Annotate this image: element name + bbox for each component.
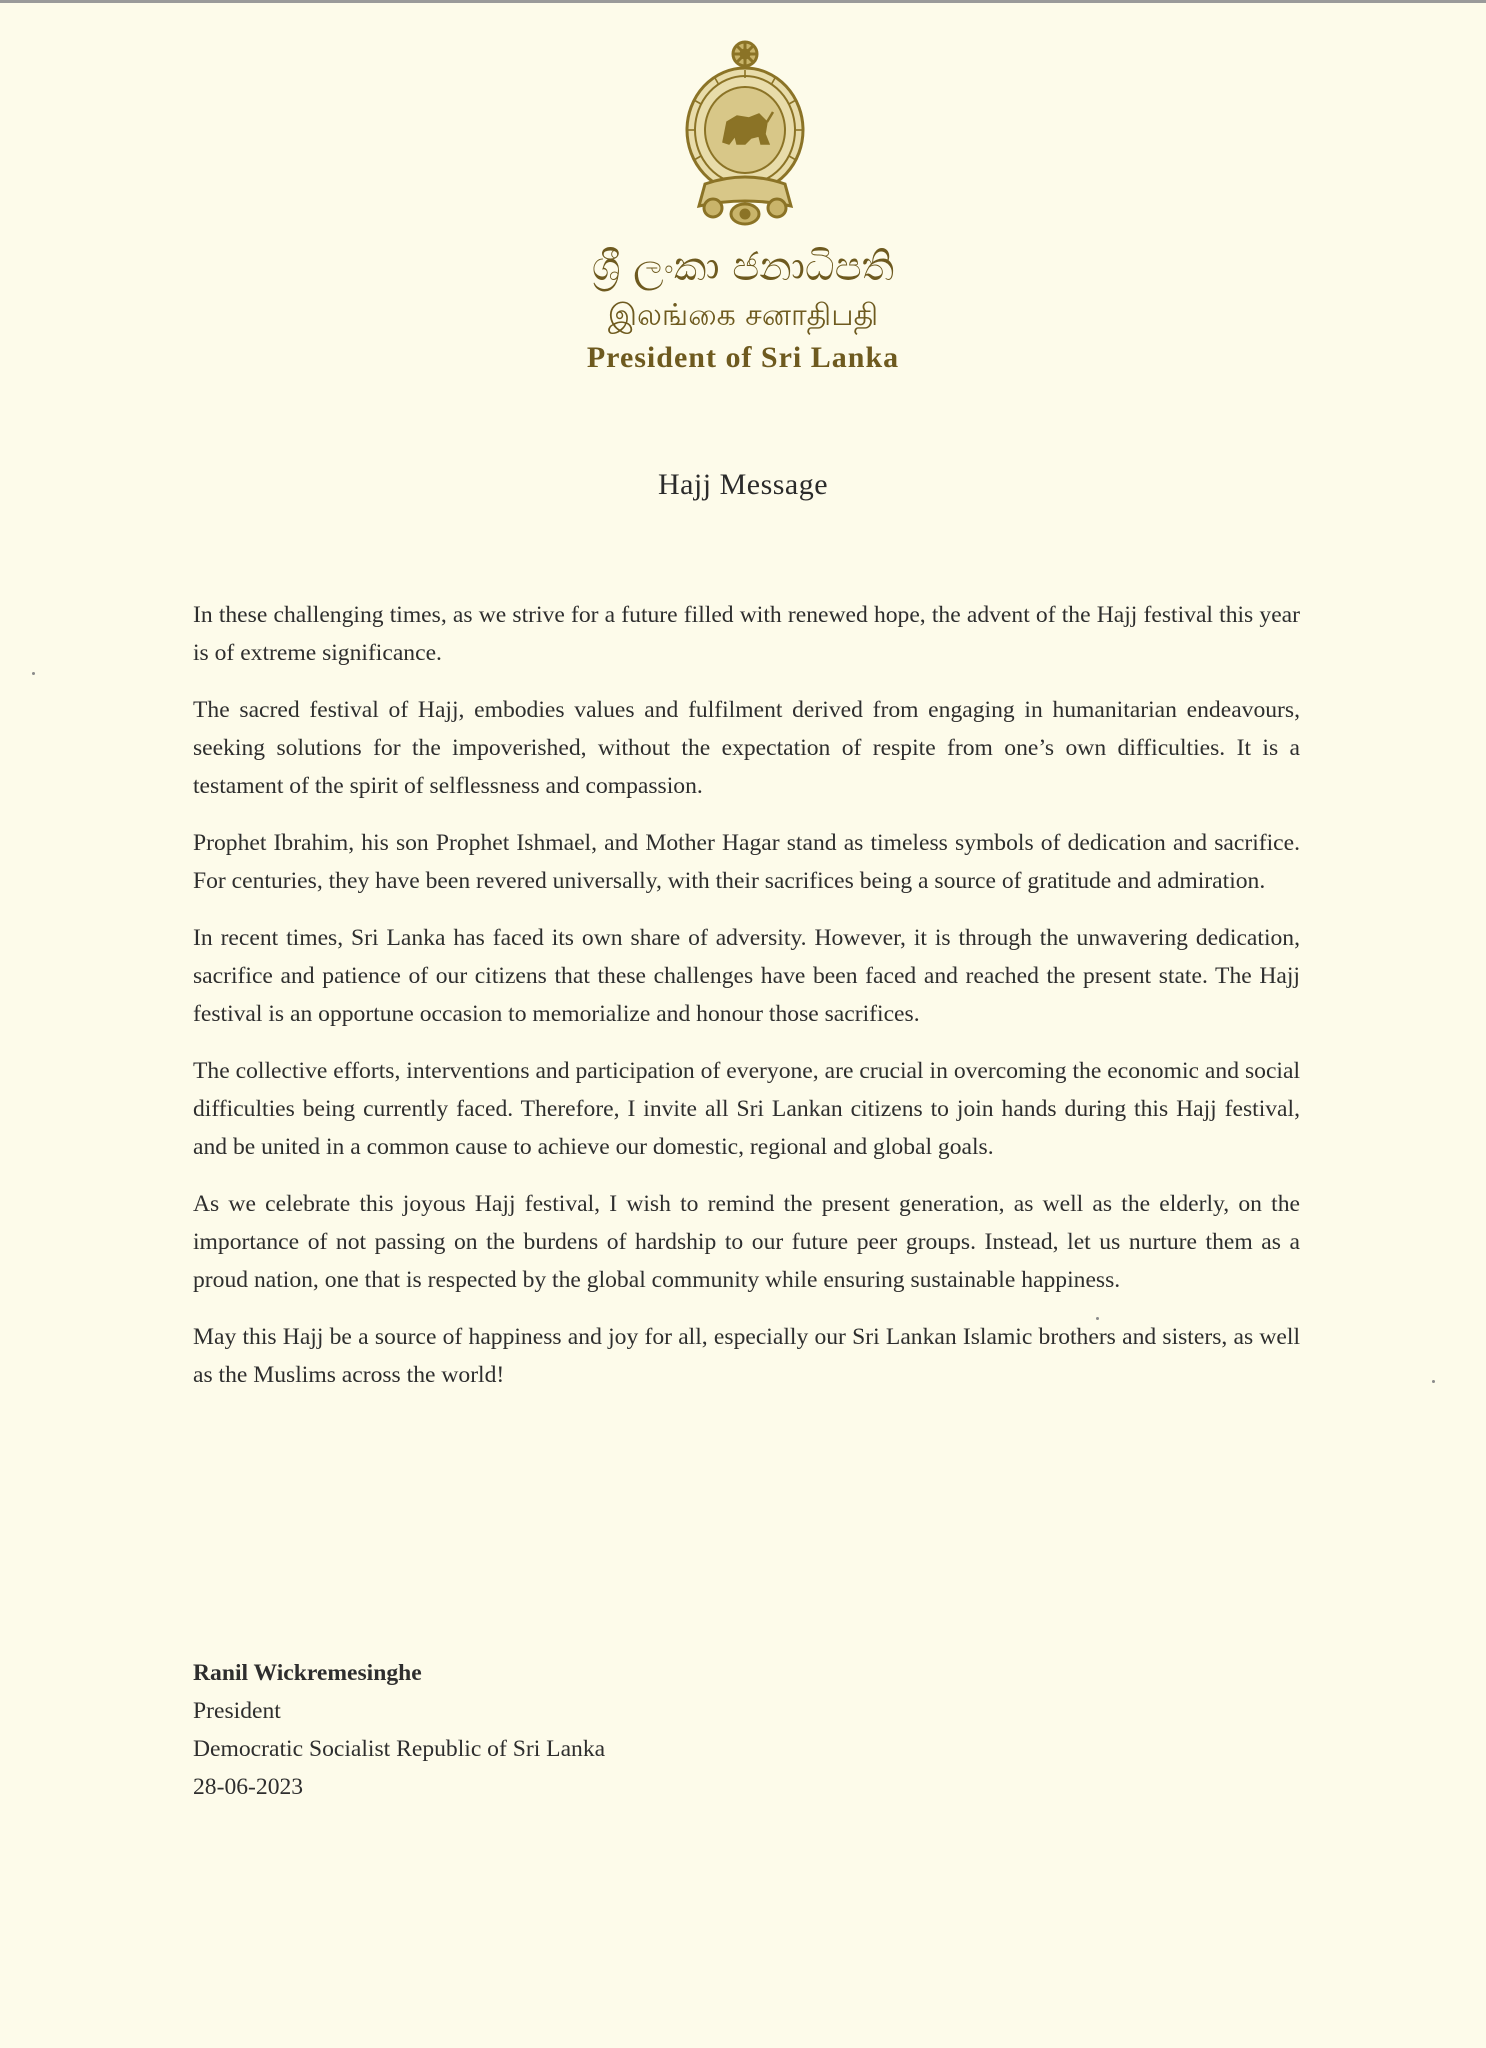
paragraph-4: In recent times, Sri Lanka has faced its own share of adversity. However, it is through the unwavering dedication, sacrifice and patience of our citizens that these challenges have been faced and reached the present state. The Hajj festival is an opportune occasion to memorialize and honour those sacrifices. — [193, 925, 1300, 1027]
scan-speck — [1432, 1380, 1435, 1383]
paragraph-7: May this Hajj be a source of happiness and joy for all, especially our Sri Lankan Islamic brothers and sisters, as well as the Muslims across the world! — [193, 1324, 1300, 1388]
signatory-role: President — [193, 1698, 281, 1724]
letterhead-tamil: இலங்கை சனாதிபதி — [607, 298, 879, 333]
paragraph-1: In these challenging times, as we strive for a future filled with renewed hope, the advent of the Hajj festival this year is of extreme significance. — [193, 602, 1300, 666]
scan-speck — [32, 672, 35, 675]
message-date: 28-06-2023 — [193, 1774, 304, 1800]
message-body — [193, 596, 1300, 1413]
sri-lanka-national-emblem-icon — [675, 38, 815, 228]
paragraph-2: The sacred festival of Hajj, embodies values and fulfilment derived from engaging in humanitarian endeavours, seeking solutions for the impoverished, without the expectation of respite from one’s own difficulties. It is a testament of the spirit of selflessness and compassion. — [193, 697, 1300, 799]
letterhead-english: President of Sri Lanka — [586, 341, 900, 374]
signatory-country: Democratic Socialist Republic of Sri Lanka — [193, 1736, 606, 1762]
paragraph-6: As we celebrate this joyous Hajj festival, I wish to remind the present generation, as well as the elderly, on the importance of not passing on the burdens of hardship to our future peer groups. Instead, let us nurture them as a proud nation, one that is respected by the global community while ensuring sustainable happiness. — [193, 1191, 1300, 1293]
page-top-edge — [0, 0, 1486, 3]
paragraph-5: The collective efforts, interventions and participation of everyone, are crucial in overcoming the economic and social difficulties being currently faced. Therefore, I invite all Sri Lankan citizens to join hands during this Hajj festival, and be united in a common cause to achieve our domestic, regional and global goals. — [193, 1058, 1300, 1160]
letterhead-sinhala: ශ්‍රී ලංකා ජනාධිපති — [591, 244, 895, 290]
message-title: Hajj Message — [657, 468, 829, 501]
paragraph-3: Prophet Ibrahim, his son Prophet Ishmael, and Mother Hagar stand as timeless symbols of dedication and sacrifice. For centuries, they have been revered universally, with their sacrifices being a source of gratitude and admiration. — [193, 830, 1300, 894]
signatory-name: Ranil Wickremesinghe — [193, 1660, 422, 1686]
signature-block — [193, 1654, 893, 1806]
scan-speck — [1096, 1317, 1099, 1320]
